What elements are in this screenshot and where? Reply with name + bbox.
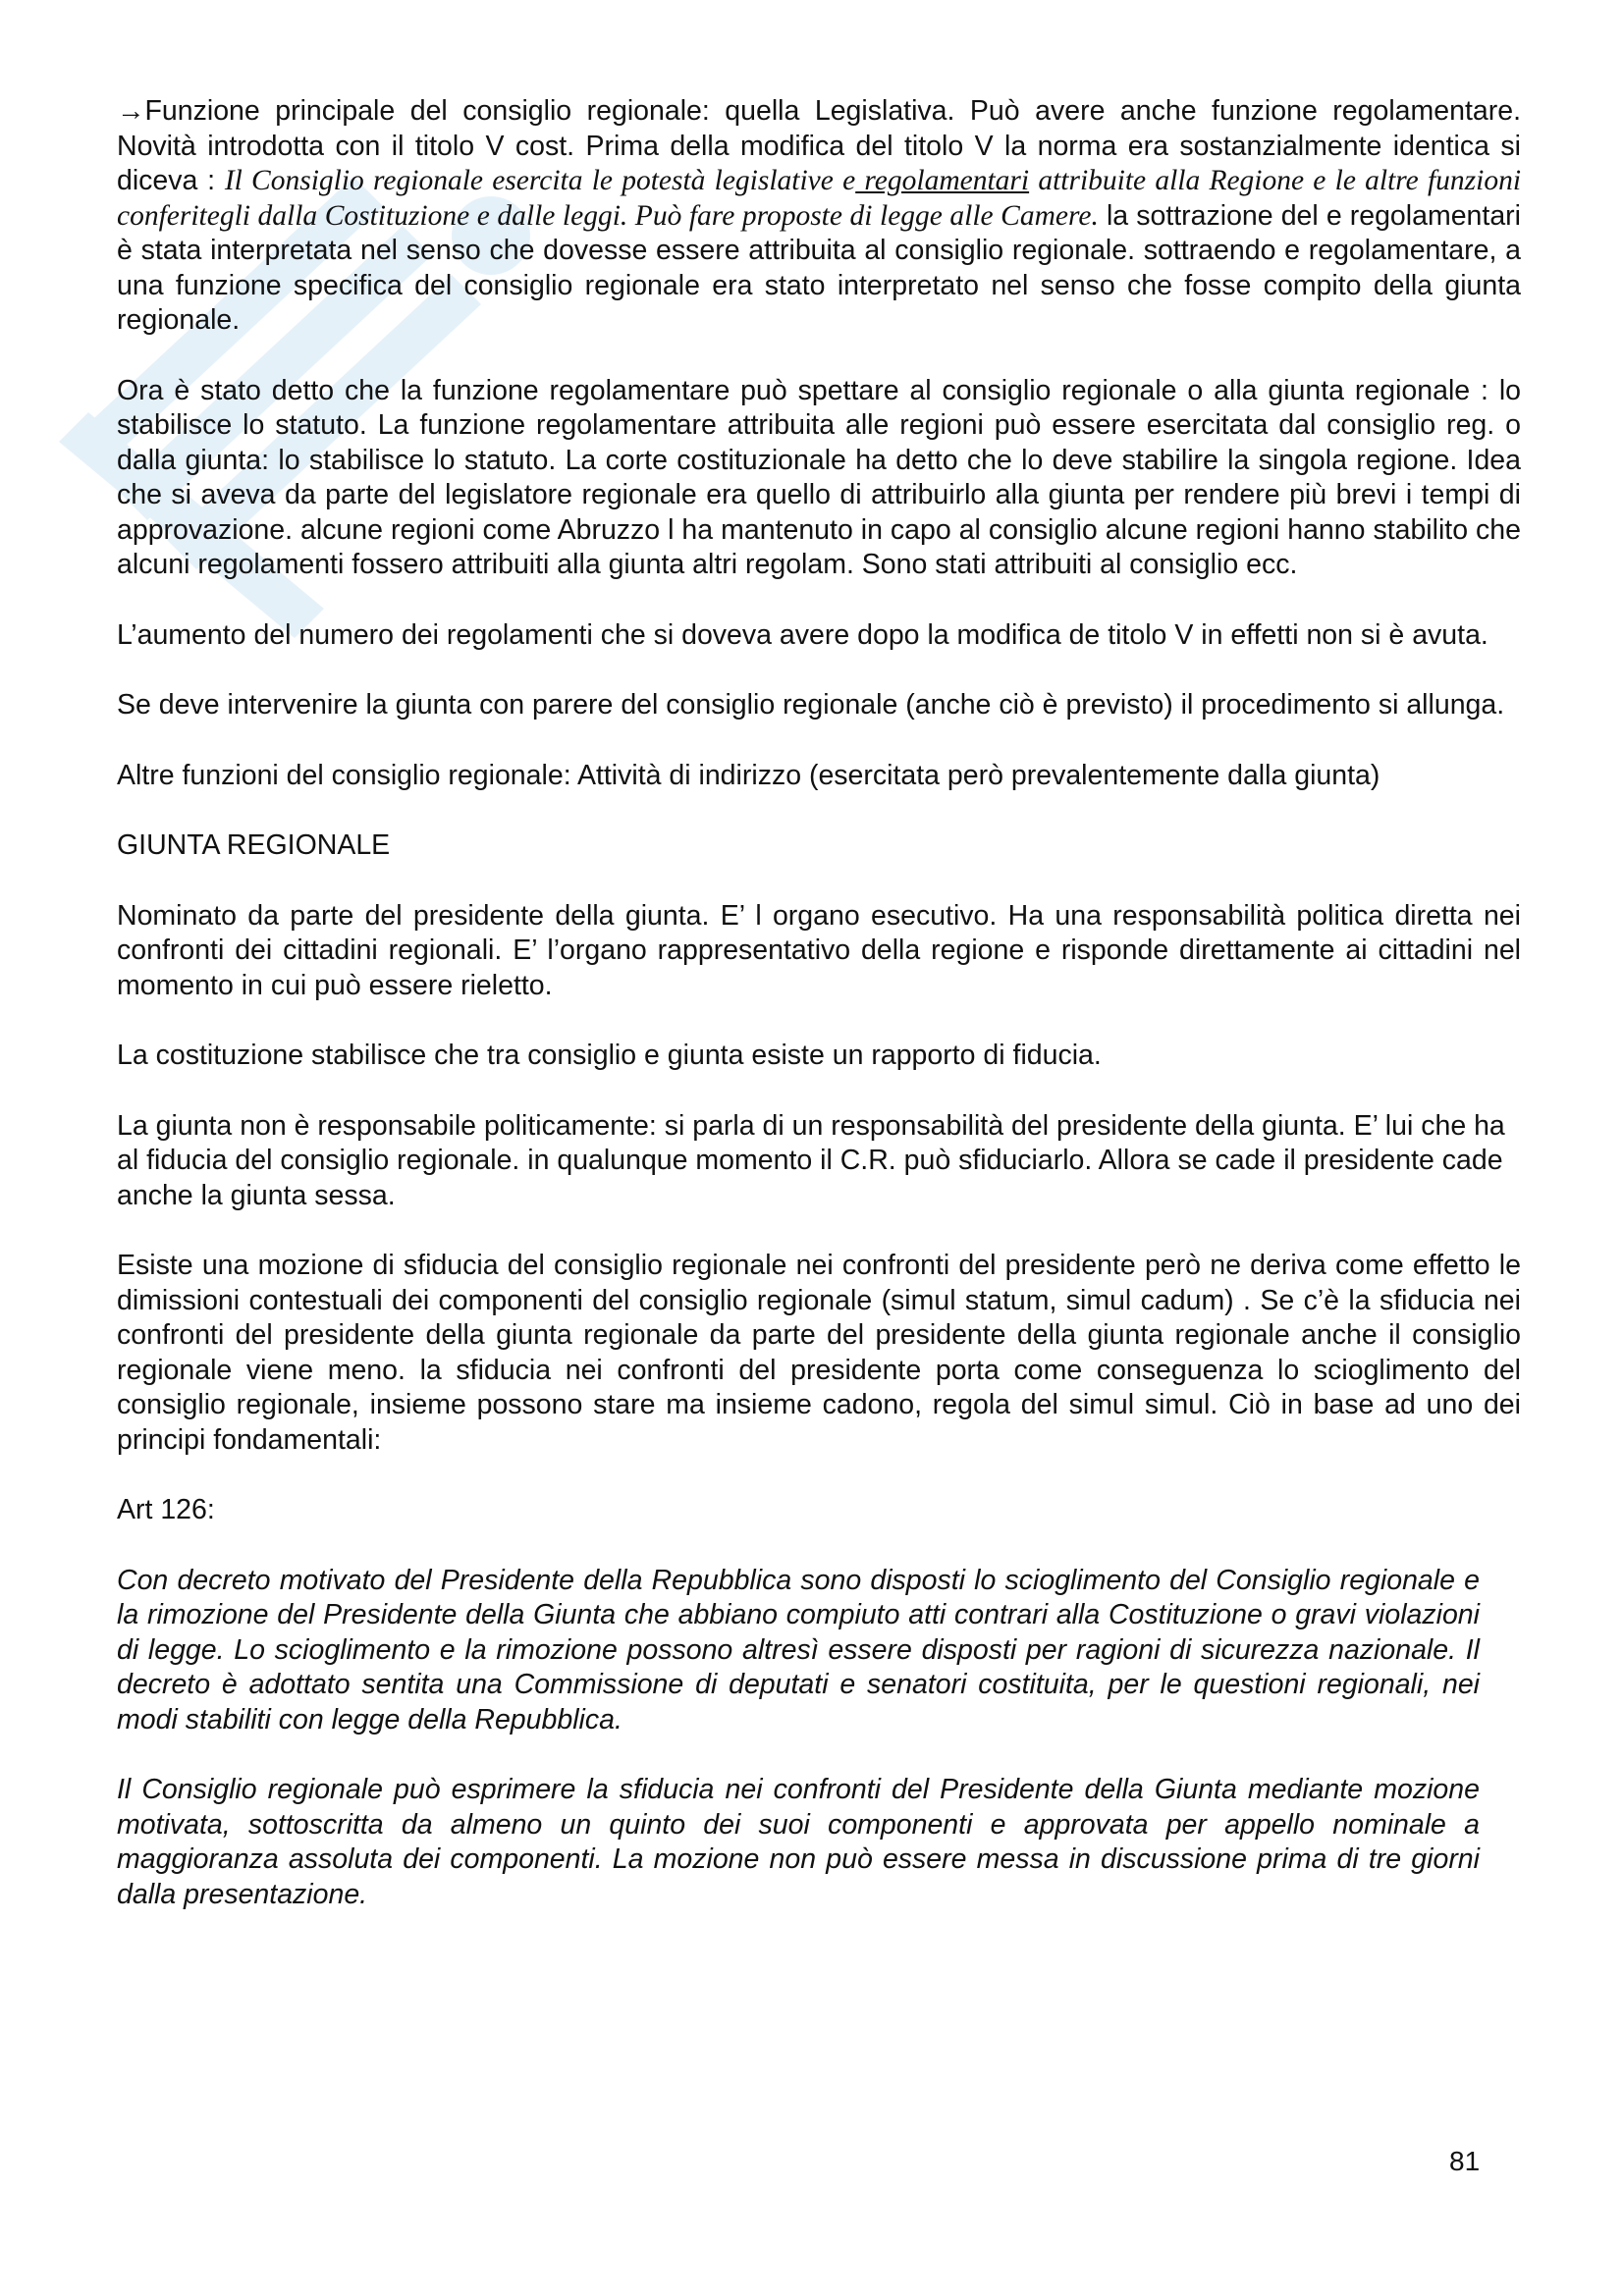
paragraph-text: →Funzione principale del consiglio regionale: quella Legislativa. Può avere anche funzione regolamentare. Novità introdotta con il titolo V cost. Prima della modifica del titolo V la norma era sostanzialmente identica si diceva :	[117, 95, 1521, 196]
paragraph-funzione-regolamentare: Ora è stato detto che la funzione regolamentare può spettare al consiglio regionale o alla giunta regionale : lo stabilisce lo statuto. La funzione regolamentare attribuita alle regioni può essere esercitata dal consiglio reg. o dalla giunta: lo stabilisce lo statuto. La corte costituzionale ha detto che lo deve stabilire la singola regione. Idea che si aveva da parte del legislatore regionale era quello di attribuirlo alla giunta per rendere più brevi i tempi di approvazione. alcune regioni come Abruzzo l ha mantenuto in capo al consiglio alcune regioni hanno stabilito che alcuni regolamenti fossero attribuiti alla giunta altri regolam. Sono stati attribuiti al consiglio ecc.	[117, 374, 1521, 580]
paragraph-parere-consiglio: Se deve intervenire la giunta con parere del consiglio regionale (anche ciò è previsto) il procedimento si allunga.	[117, 689, 1505, 721]
quote-text: attribuite alla Regione e le altre funzioni conferitegli dalla Costituzione e dalle leggi. Può fare proposte di legge alle Camere.	[117, 165, 1522, 232]
paragraph-rapporto-fiducia: La costituzione stabilisce che tra consiglio e giunta esiste un rapporto di fiducia.	[117, 1040, 1102, 1071]
paragraph-giunta-nomina: Nominato da parte del presidente della giunta. E’ l organo esecutivo. Ha una responsabilità politica diretta nei confronti dei cittadini regionali. E’ l’organo rappresentativo della regione e risponde direttamente ai cittadini nel momento in cui può essere rieletto.	[117, 899, 1521, 1001]
document-body	[117, 94, 1521, 1948]
page-number: 81	[1449, 2146, 1481, 2176]
article-quote-1: Con decreto motivato del Presidente della Repubblica sono disposti lo scioglimento del Consiglio regionale e la rimozione del Presidente della Giunta che abbiano compiuto atti contrari alla Costituzione o gravi violazioni di legge. Lo scioglimento e la rimozione possono altresì essere disposti per ragioni di sicurezza nazionale. Il decreto è adottato sentita una Commissione di deputati e senatori costituita, per le questioni regionali, nei modi stabiliti con legge della Repubblica.	[117, 1564, 1480, 1735]
quote-text: Il Consiglio regionale esercita le potestà legislative e	[224, 165, 856, 196]
section-heading-giunta: GIUNTA REGIONALE	[117, 829, 391, 861]
paragraph-mozione-sfiducia: Esiste una mozione di sfiducia del consiglio regionale nei confronti del presidente però ne deriva come effetto le dimissioni contestuali dei componenti del consiglio regionale (simul statum, simul cadum) . Se c’è la sfiducia nei confronti del presidente della giunta regionale da parte del presidente della giunta regionale anche il consiglio regionale viene meno. la sfiducia nei confronti del presidente porta come conseguenza lo scioglimento del consiglio regionale, insieme possono stare ma insieme cadono, regola del simul simul. Ciò in base ad uno dei principi fondamentali:	[117, 1250, 1521, 1456]
paragraph-aumento-regolamenti: L’aumento del numero dei regolamenti che si doveva avere dopo la modifica de titolo V in effetti non si è avuta.	[117, 618, 1488, 651]
paragraph-responsabilita: La giunta non è responsabile politicamente: si parla di un responsabilità del presidente della giunta. E’ lui che ha al fiducia del consiglio regionale. in qualunque momento il C.R. può sfiduciarlo. Allora se cade il presidente cade anche la giunta sessa.	[117, 1109, 1505, 1211]
quote-underlined-text: regolamentari	[855, 165, 1030, 196]
paragraph-text: la sottrazione del e regolamentari è stata interpretata nel senso che dovesse essere attribuita al consiglio regionale. sottraendo e regolamentare, a una funzione specifica del consiglio regionale era stato interpretato nel senso che fosse compito della giunta regionale.	[117, 199, 1522, 336]
article-quote-2: Il Consiglio regionale può esprimere la sfiducia nei confronti del Presidente della Giunta mediante mozione motivata, sottoscritta da almeno un quinto dei suoi componenti e approvata per appello nominale a maggioranza assoluta dei componenti. La mozione non può essere messa in discussione prima di tre giorni dalla presentazione.	[117, 1774, 1480, 1910]
article-label: Art 126:	[117, 1494, 215, 1525]
paragraph-consiglio-funzione	[117, 94, 1521, 339]
paragraph-altre-funzioni: Altre funzioni del consiglio regionale: Attività di indirizzo (esercitata però prevalentemente dalla giunta)	[117, 759, 1380, 791]
